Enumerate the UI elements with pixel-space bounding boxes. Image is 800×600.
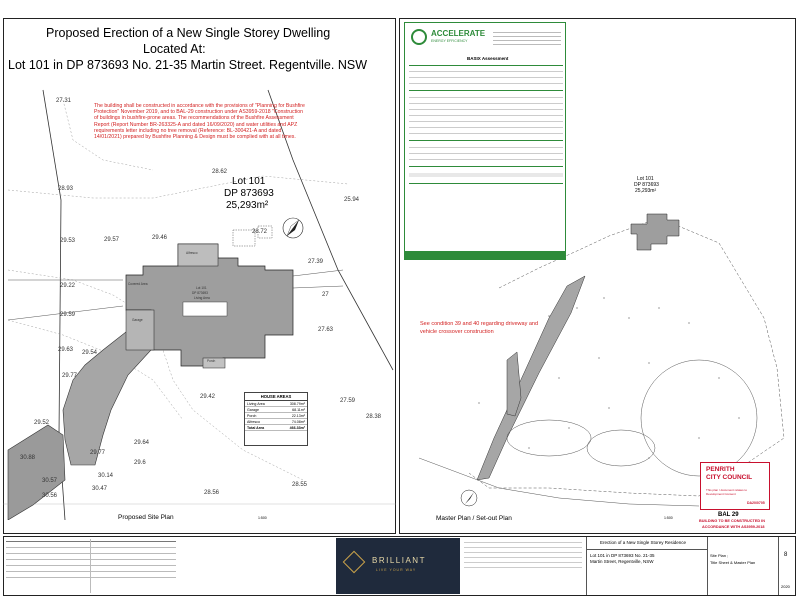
spot-level: 29.59 bbox=[60, 312, 76, 318]
house-areas-heading: HOUSE AREAS bbox=[245, 393, 307, 401]
address-line-1: Lot 101 in DP 873693 No. 21-35 bbox=[590, 553, 655, 558]
lot-area: 25,293m² bbox=[226, 200, 269, 211]
notes-panel bbox=[462, 538, 584, 594]
house-areas-table bbox=[244, 392, 308, 446]
council-name-1: PENRITH bbox=[706, 466, 735, 473]
spot-level: 27.39 bbox=[308, 259, 324, 265]
room-label-covered-area: Covered Area bbox=[128, 282, 148, 286]
room-label-dp: DP 873693 bbox=[192, 291, 208, 295]
brand-logo-icon bbox=[343, 551, 366, 574]
north-arrow-icon bbox=[283, 218, 303, 238]
basix-heading: BASIX Assessment bbox=[467, 56, 509, 61]
house-areas-row: Alfresco 74.08m² bbox=[247, 419, 305, 424]
spot-level: 29.63 bbox=[58, 347, 74, 353]
spot-level: 29.57 bbox=[104, 237, 120, 243]
spot-level: 29.46 bbox=[152, 235, 168, 241]
house-areas-total-row: Total Area 466.33m² bbox=[247, 425, 305, 430]
spot-level: 30.88 bbox=[20, 455, 36, 461]
bal-rating: BAL 29 bbox=[718, 512, 739, 518]
council-name-2: CITY COUNCIL bbox=[706, 474, 753, 481]
spot-level: 28.93 bbox=[58, 186, 74, 192]
brand-name: BRILLIANT bbox=[372, 556, 426, 565]
basix-logo-sub: ENERGY EFFICIENCY bbox=[431, 39, 468, 43]
spot-level: 29.6 bbox=[134, 460, 146, 466]
lot-name: Lot 101 bbox=[232, 176, 266, 187]
master-building bbox=[631, 214, 679, 250]
spot-level: 29.77 bbox=[90, 450, 106, 456]
garage-area bbox=[126, 310, 154, 350]
room-label-living: Living Area bbox=[194, 296, 210, 300]
address-line-2: Martin Street, Regentville, NSW bbox=[590, 559, 654, 564]
basix-meta-lines bbox=[493, 29, 561, 51]
spot-level: 28.72 bbox=[252, 229, 268, 235]
spot-level: 29.53 bbox=[60, 238, 76, 244]
spot-level: 29.22 bbox=[60, 283, 76, 289]
spot-level: 27.31 bbox=[56, 98, 72, 104]
house-areas-row: Garage 68.11m² bbox=[247, 407, 305, 412]
spot-level: 27 bbox=[322, 292, 329, 298]
spot-level: 30.14 bbox=[98, 473, 114, 479]
driveway-lower bbox=[8, 425, 65, 520]
room-label-garage: Garage bbox=[132, 318, 143, 322]
basix-footer-bar bbox=[405, 251, 565, 259]
title-line-1: Proposed Erection of a New Single Storey Dwelling bbox=[46, 26, 331, 40]
council-stamp bbox=[700, 462, 770, 510]
tree-circle bbox=[587, 430, 655, 466]
spot-level: 29.52 bbox=[34, 420, 50, 426]
spot-level: 25.94 bbox=[344, 197, 360, 203]
basix-certificate bbox=[404, 22, 566, 260]
council-stamp-text: This plan / document relates to Development Consent bbox=[706, 488, 748, 496]
master-plan-caption: Master Plan / Set-out Plan bbox=[436, 515, 512, 522]
number-divider bbox=[778, 537, 779, 595]
house-areas-row: Porch 22.13m² bbox=[247, 413, 305, 418]
sheet-number: 8 bbox=[784, 552, 788, 558]
master-lot-dp: DP 873693 bbox=[634, 182, 659, 188]
spot-level: 28.56 bbox=[204, 490, 220, 496]
master-lot-area: 25,293m² bbox=[635, 188, 657, 194]
revision-divider bbox=[90, 539, 91, 593]
title-line-3: Lot 101 in DP 873693 No. 21-35 Martin Street. Regentville. NSW bbox=[8, 58, 367, 72]
spot-level: 29.77 bbox=[62, 373, 78, 379]
sheet-title: Title Sheet & Master Plan bbox=[710, 560, 756, 565]
spot-level: 27.63 bbox=[318, 327, 334, 333]
spot-level: 28.38 bbox=[366, 414, 382, 420]
room-label-lot: Lot 101 bbox=[196, 286, 207, 290]
project-title: Erection of a New Single Storey Residence bbox=[600, 540, 687, 545]
bal-line-2: BUILDING TO BE CONSTRUCTED IN bbox=[699, 519, 765, 523]
accelerate-logo-icon bbox=[411, 29, 427, 45]
title-divider bbox=[586, 537, 587, 595]
sheet-divider bbox=[707, 537, 708, 595]
lot-dp: DP 873693 bbox=[224, 188, 274, 199]
site-plan-drawing bbox=[3, 80, 396, 520]
basix-logo: ACCELERATE bbox=[431, 29, 486, 38]
master-driveway bbox=[477, 276, 585, 480]
driveway-condition-note: See condition 39 and 40 regarding driveway and vehicle crossover construction bbox=[420, 321, 539, 335]
spot-level: 29.42 bbox=[200, 394, 216, 400]
spot-level: 29.54 bbox=[82, 350, 98, 356]
title-rule bbox=[587, 549, 707, 550]
spot-level: 29.64 bbox=[134, 440, 150, 446]
title-line-2: Located At: bbox=[143, 42, 206, 56]
spot-level: 28.62 bbox=[212, 169, 228, 175]
brand-panel bbox=[336, 538, 460, 594]
room-label-alfresco: Alfresco bbox=[186, 251, 198, 255]
tree-circle bbox=[507, 420, 591, 456]
living-label-box bbox=[183, 302, 227, 316]
master-lot-name: Lot 101 bbox=[637, 176, 654, 182]
house-areas-row: Living Area 308.79m² bbox=[247, 401, 305, 406]
spot-level: 27.59 bbox=[340, 398, 356, 404]
site-plan-caption: Proposed Site Plan bbox=[118, 514, 174, 521]
north-arrow-icon bbox=[461, 490, 477, 506]
alfresco-area bbox=[178, 244, 218, 266]
spot-level: 30.47 bbox=[92, 486, 108, 492]
spot-level: 30.56 bbox=[42, 493, 58, 499]
spot-level: 30.57 bbox=[42, 478, 58, 484]
sheet-year: 2020 bbox=[781, 584, 790, 589]
bal-line-3: ACCORDANCE WITH AS3959-2018 bbox=[702, 525, 765, 529]
brand-tagline: LIVE YOUR WAY bbox=[376, 568, 417, 572]
sheet-label: Site Plan ; bbox=[710, 553, 729, 558]
bushfire-note: The building shall be constructed in accordance with the provisions of "Planning for Bushfire Protection" November 2019, and to BAL-29 construction under AS3959-2018 "Construction of buildings in bushfire-prone areas. The recommendations of the Bushfire Assessment Report (Report Number BR-263325-A and dated 16/09/2020) and water utilities and APZ requirements letter including no tree removal (Reference: BL-300421-A and dated 14/01/2021) prepared by Bushfire Planning & Design must be complied with at all times. bbox=[94, 103, 305, 141]
basix-content bbox=[409, 65, 563, 251]
site-plan-scale: 1:500 bbox=[258, 516, 267, 520]
master-plan-scale: 1:500 bbox=[664, 516, 673, 520]
spot-level: 28.55 bbox=[292, 482, 308, 488]
revision-table bbox=[6, 539, 176, 593]
room-label-porch: Porch bbox=[207, 359, 216, 363]
council-ref: DA20/0705 bbox=[747, 501, 765, 505]
